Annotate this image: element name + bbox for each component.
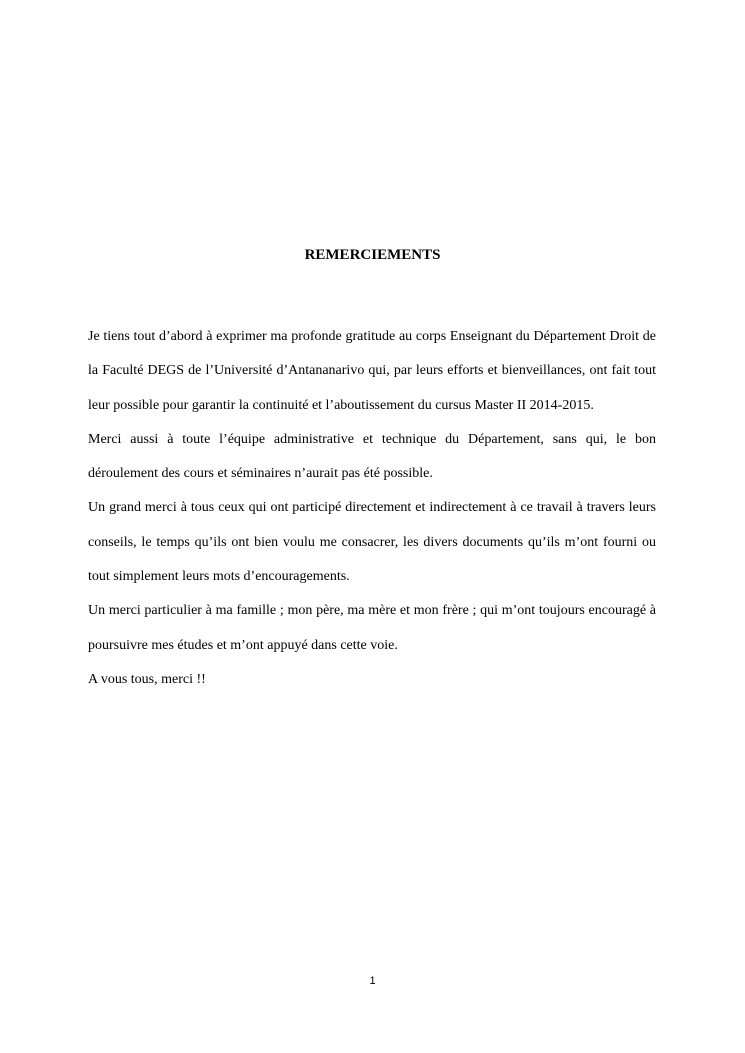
paragraph-faculty-thanks: Je tiens tout d’abord à exprimer ma profonde gratitude au corps Enseignant du Département Droit de la Faculté DEGS de l’Université d’Antananarivo qui, par leurs efforts et bienveillances, ont fait tout leur possible pour garantir la continuité et l’aboutissement du cursus Master II 2014-2015. (88, 329, 656, 413)
paragraph-family-thanks: Un merci particulier à ma famille ; mon père, ma mère et mon frère ; qui m’ont toujours encouragé à poursuivre mes études et m’ont appuyé dans cette voie. (88, 603, 656, 653)
paragraph-closing: A vous tous, merci !! (88, 671, 206, 687)
acknowledgements-body (88, 320, 656, 697)
paragraph-staff-thanks: Merci aussi à toute l’équipe administrative et technique du Département, sans qui, le bon déroulement des cours et séminaires n’aurait pas été possible. (88, 431, 656, 482)
paragraph-contributors-thanks: Un grand merci à tous ceux qui ont participé directement et indirectement à ce travail à travers leurs conseils, le temps qu’ils ont bien voulu me consacrer, les divers documents qu’ils m’ont fourni ou tout simplement leurs mots d’encouragements. (88, 500, 656, 585)
page-title: REMERCIEMENTS (304, 247, 441, 263)
page-number: 1 (369, 975, 376, 987)
